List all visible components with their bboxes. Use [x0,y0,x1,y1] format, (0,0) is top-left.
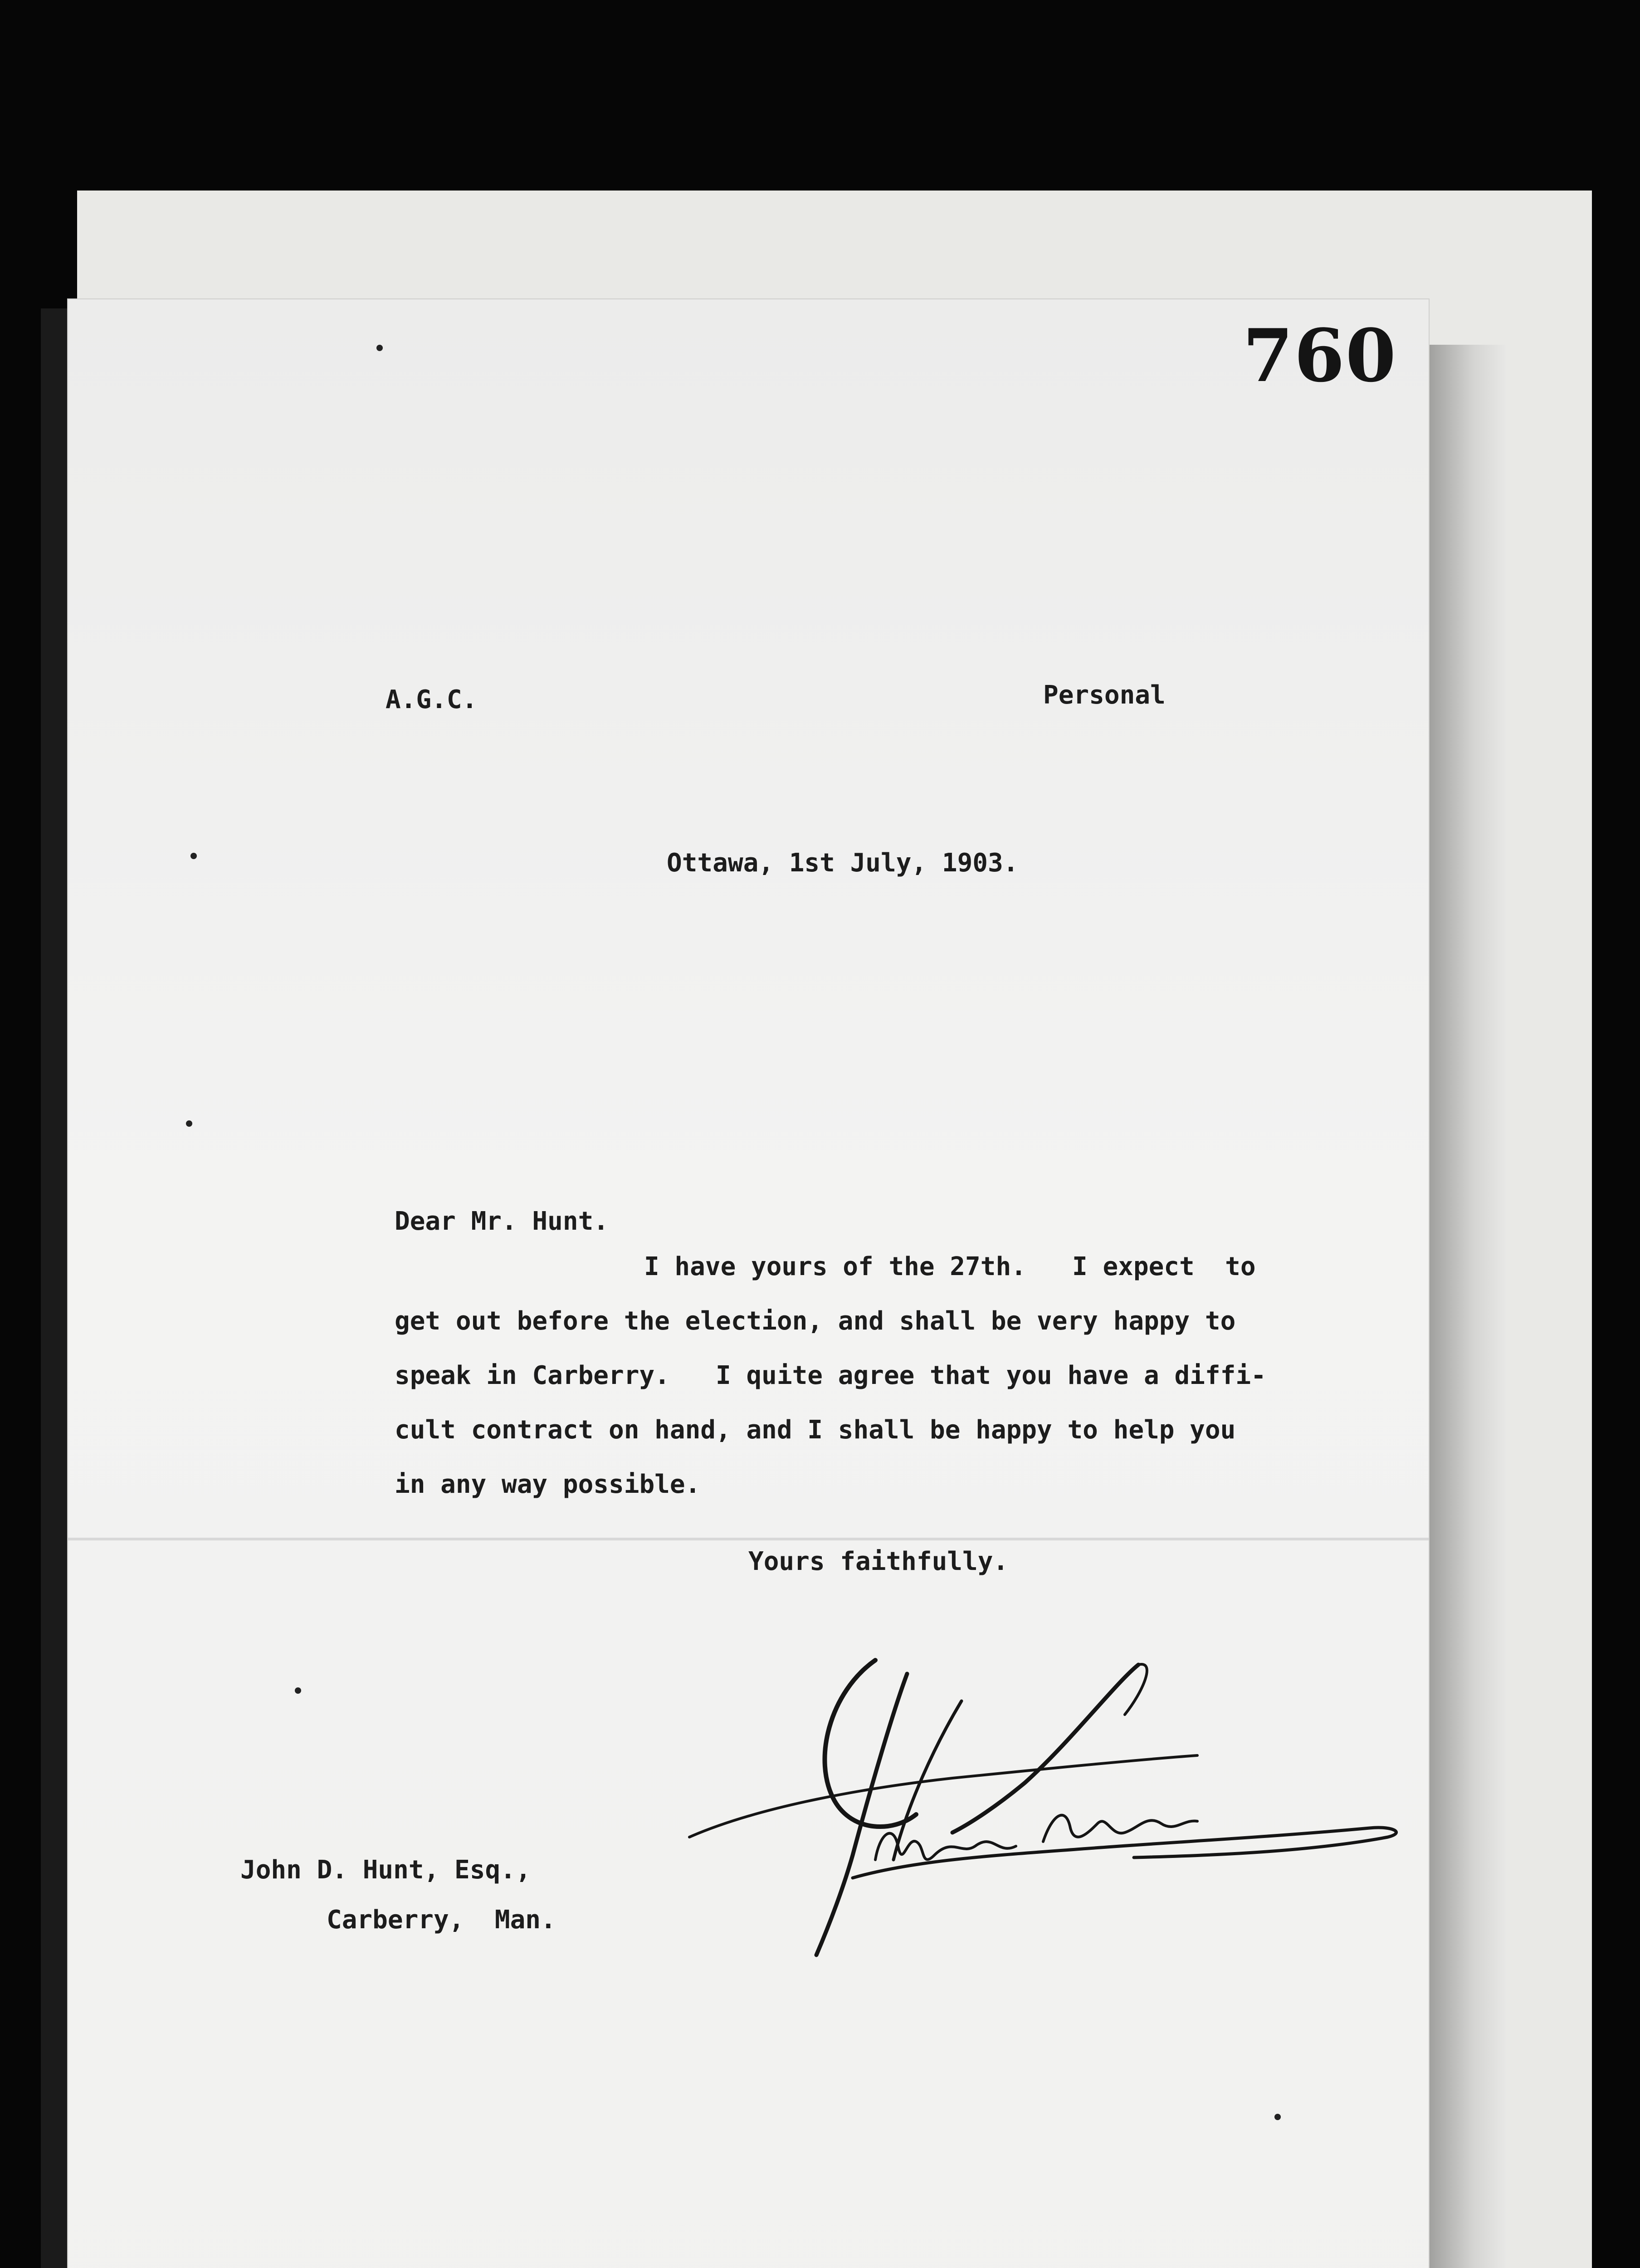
body-line: I have yours of the 27th. I expect to [644,1252,1256,1281]
page-number: 760 [1243,313,1397,398]
addressee-place: Carberry, Man. [327,1905,556,1935]
sheet-shadow [1424,345,1506,2268]
film-speck [186,1120,192,1127]
body-line: in any way possible. [395,1470,701,1499]
film-speck [295,1687,301,1694]
date-line: Ottawa, 1st July, 1903. [667,848,1019,878]
salutation: Dear Mr. Hunt. [395,1207,609,1236]
closing: Yours faithfully. [748,1547,1009,1576]
body-line: get out before the election, and shall be very happy to [395,1306,1236,1336]
fold-line [68,1538,1429,1540]
film-speck [190,853,197,859]
body-line: speak in Carberry. I quite agree that you have a diffi- [395,1361,1266,1390]
film-speck [1274,2114,1281,2120]
addressee-name: John D. Hunt, Esq., [240,1855,531,1885]
personal-marking: Personal [1043,680,1166,710]
body-line: cult contract on hand, and I shall be happy to help you [395,1415,1236,1445]
handwritten-signature [680,1642,1415,2005]
film-speck [376,345,383,351]
reference-code: A.G.C. [386,685,478,714]
